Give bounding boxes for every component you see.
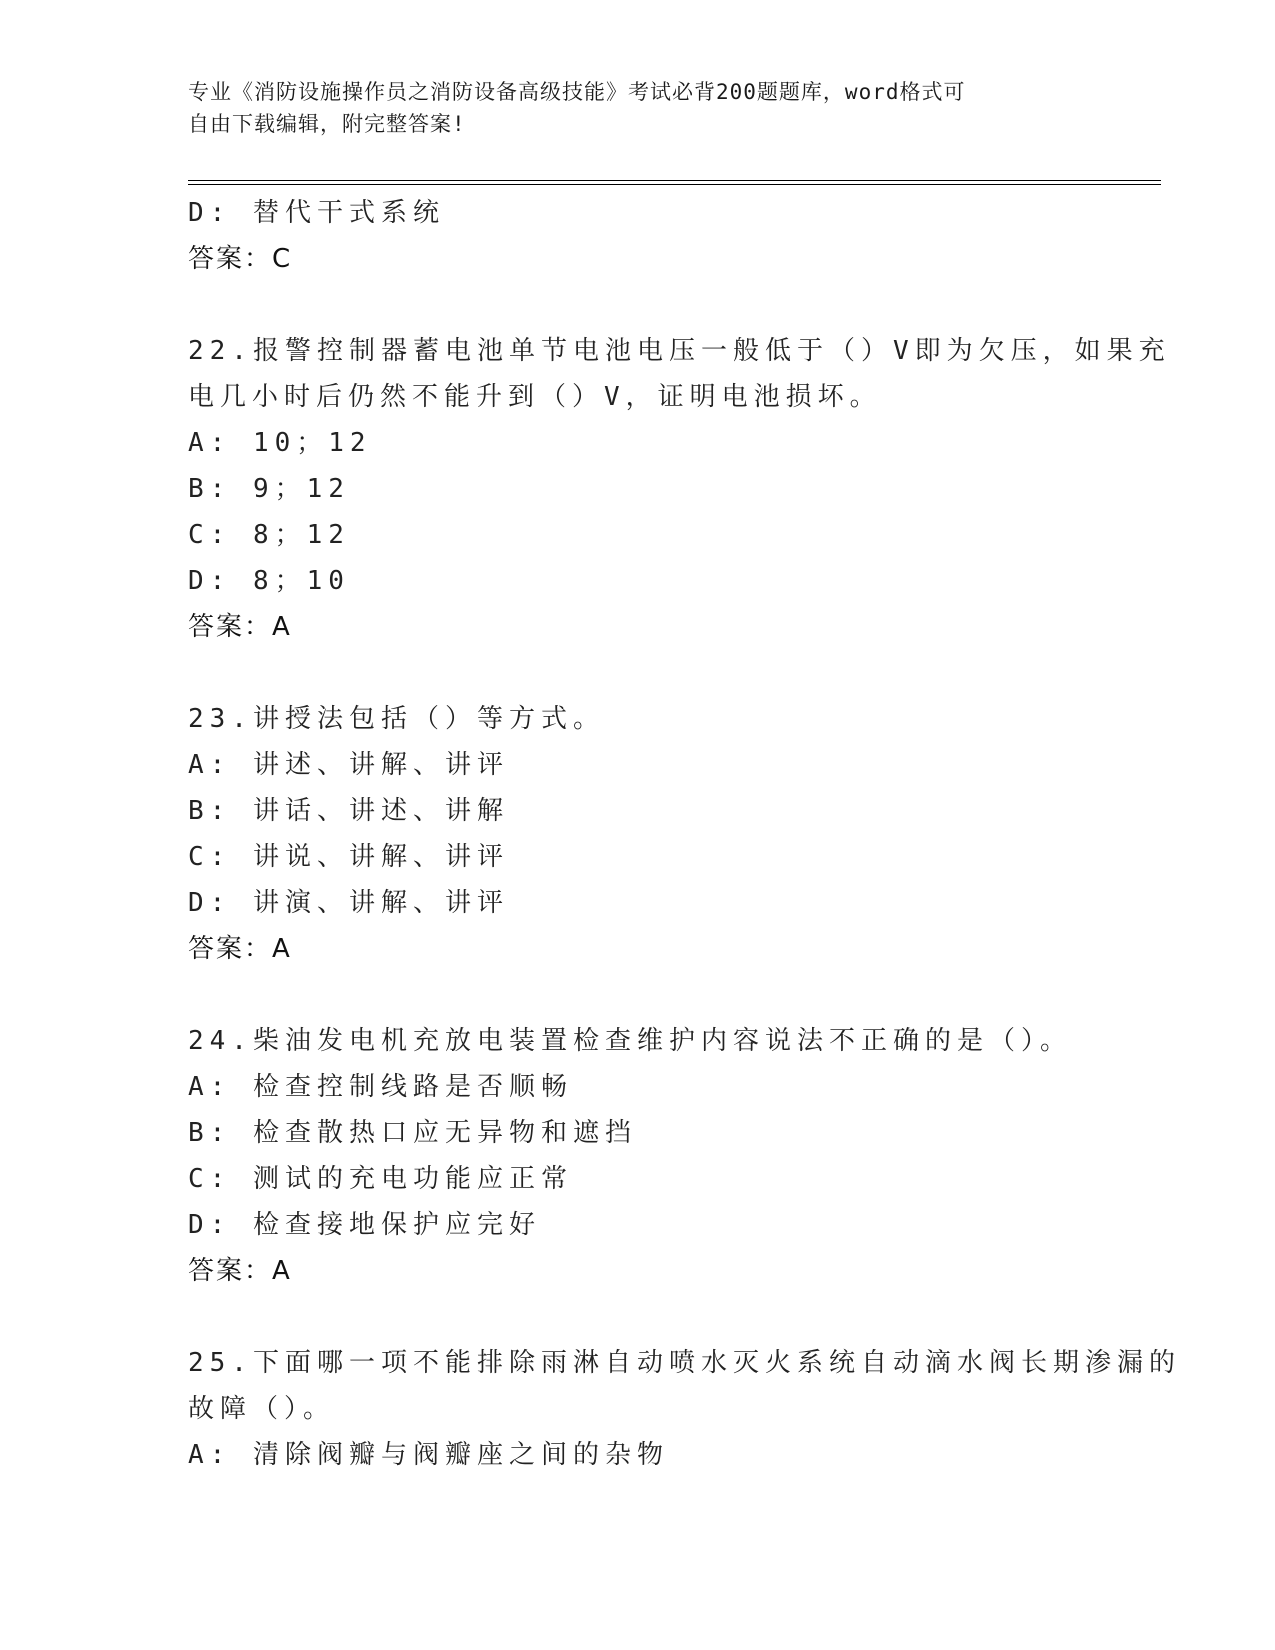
header-line-1: 专业《消防设施操作员之消防设备高级技能》考试必背200题题库，word格式可 bbox=[188, 80, 966, 104]
question-stem-continued: 故障（）。 bbox=[188, 1394, 336, 1424]
option-b: B: 检查散热口应无异物和遮挡 bbox=[188, 1118, 637, 1148]
question-stem: 25.下面哪一项不能排除雨淋自动喷水灭火系统自动滴水阀长期渗漏的 bbox=[188, 1348, 1181, 1378]
option-d: D: 替代干式系统 bbox=[188, 198, 445, 228]
question-stem: 23.讲授法包括（）等方式。 bbox=[188, 704, 605, 734]
option-b: B: 9；12 bbox=[188, 474, 350, 504]
spacer bbox=[188, 972, 1088, 1018]
option-b: B: 讲话、讲述、讲解 bbox=[188, 796, 509, 826]
spacer bbox=[188, 650, 1088, 696]
question-stem-continued: 电几小时后仍然不能升到（）V，证明电池损坏。 bbox=[188, 382, 882, 412]
question-24 bbox=[188, 1018, 1088, 1294]
option-c: C: 8；12 bbox=[188, 520, 350, 550]
previous-question-tail bbox=[188, 190, 1088, 282]
option-d: D: 8；10 bbox=[188, 566, 350, 596]
option-d: D: 检查接地保护应完好 bbox=[188, 1210, 541, 1240]
header-divider-top bbox=[188, 180, 1161, 181]
option-a: A: 10；12 bbox=[188, 428, 372, 458]
answer-label: 答案：C bbox=[188, 244, 293, 274]
answer-label: 答案：A bbox=[188, 1256, 292, 1286]
option-a: A: 讲述、讲解、讲评 bbox=[188, 750, 509, 780]
question-23 bbox=[188, 696, 1088, 972]
spacer bbox=[188, 282, 1088, 328]
header-line-2: 自由下载编辑，附完整答案! bbox=[188, 112, 466, 136]
option-a: A: 清除阀瓣与阀瓣座之间的杂物 bbox=[188, 1440, 669, 1470]
option-c: C: 讲说、讲解、讲评 bbox=[188, 842, 509, 872]
answer-label: 答案：A bbox=[188, 934, 292, 964]
question-stem: 24.柴油发电机充放电装置检查维护内容说法不正确的是（）。 bbox=[188, 1026, 1072, 1056]
spacer bbox=[188, 1294, 1088, 1340]
header-divider-bottom bbox=[188, 184, 1161, 185]
option-d: D: 讲演、讲解、讲评 bbox=[188, 888, 509, 918]
document-header bbox=[188, 76, 1088, 140]
question-25 bbox=[188, 1340, 1181, 1478]
question-stem: 22.报警控制器蓄电池单节电池电压一般低于（）V即为欠压，如果充 bbox=[188, 336, 1171, 366]
option-c: C: 测试的充电功能应正常 bbox=[188, 1164, 573, 1194]
option-a: A: 检查控制线路是否顺畅 bbox=[188, 1072, 573, 1102]
question-list bbox=[188, 190, 1181, 1478]
question-22 bbox=[188, 328, 1171, 650]
answer-label: 答案：A bbox=[188, 612, 292, 642]
